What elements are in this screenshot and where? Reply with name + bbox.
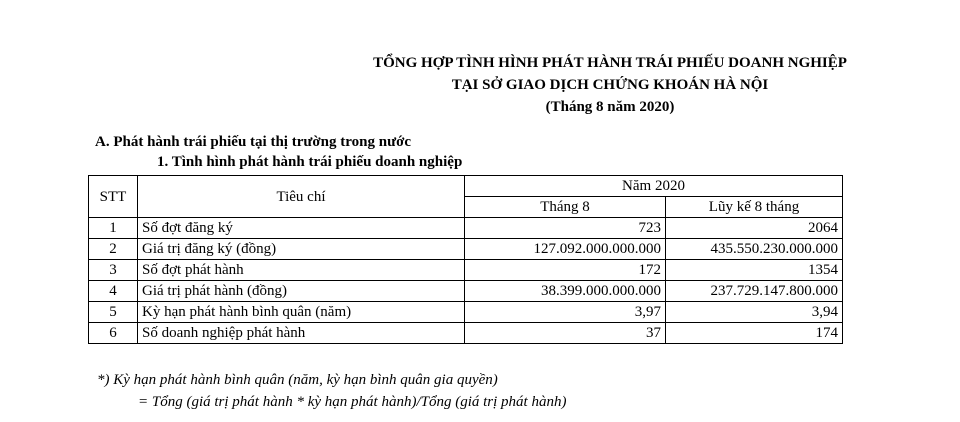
header-month: Tháng 8	[465, 197, 666, 218]
report-title-line2: TẠI SỞ GIAO DỊCH CHỨNG KHOÁN HÀ NỘI	[451, 77, 769, 93]
section-1-heading: 1. Tình hình phát hành trái phiếu doanh nghiệp	[157, 154, 463, 170]
section-a-heading: A. Phát hành trái phiếu tại thị trường trong nước	[95, 134, 412, 150]
cell-stt: 1	[89, 218, 138, 239]
cell-stt: 2	[89, 239, 138, 260]
header-cumulative: Lũy kế 8 tháng	[666, 197, 843, 218]
cell-criteria: Số doanh nghiệp phát hành	[138, 323, 465, 344]
cell-stt: 5	[89, 302, 138, 323]
header-year: Năm 2020	[465, 176, 843, 197]
cell-stt: 6	[89, 323, 138, 344]
cell-cumulative: 3,94	[666, 302, 843, 323]
table-row	[89, 302, 843, 323]
cell-criteria: Kỳ hạn phát hành bình quân (năm)	[138, 302, 465, 323]
cell-criteria: Số đợt phát hành	[138, 260, 465, 281]
cell-month: 38.399.000.000.000	[465, 281, 666, 302]
cell-month: 3,97	[465, 302, 666, 323]
cell-criteria: Giá trị đăng ký (đồng)	[138, 239, 465, 260]
table-row	[89, 239, 843, 260]
cell-stt: 4	[89, 281, 138, 302]
cell-month: 172	[465, 260, 666, 281]
cell-month: 37	[465, 323, 666, 344]
cell-month: 127.092.000.000.000	[465, 239, 666, 260]
cell-cumulative: 174	[666, 323, 843, 344]
table-row	[89, 323, 843, 344]
cell-cumulative: 237.729.147.800.000	[666, 281, 843, 302]
table-header-row	[89, 176, 843, 197]
cell-cumulative: 2064	[666, 218, 843, 239]
cell-cumulative: 435.550.230.000.000	[666, 239, 843, 260]
footnote-line1: *) Kỳ hạn phát hành bình quân (năm, kỳ hạn bình quân gia quyền)	[97, 372, 498, 388]
report-title-line1: TỔNG HỢP TÌNH HÌNH PHÁT HÀNH TRÁI PHIẾU DOANH NGHIỆP	[373, 55, 847, 71]
cell-criteria: Giá trị phát hành (đồng)	[138, 281, 465, 302]
table-row	[89, 281, 843, 302]
bond-issuance-table	[88, 175, 843, 344]
header-criteria: Tiêu chí	[138, 176, 465, 218]
table-row	[89, 260, 843, 281]
cell-stt: 3	[89, 260, 138, 281]
footnote-line2: = Tổng (giá trị phát hành * kỳ hạn phát hành)/Tổng (giá trị phát hành)	[138, 394, 567, 410]
cell-criteria: Số đợt đăng ký	[138, 218, 465, 239]
report-period: (Tháng 8 năm 2020)	[545, 99, 675, 115]
cell-month: 723	[465, 218, 666, 239]
table-row	[89, 218, 843, 239]
header-stt: STT	[89, 176, 138, 218]
cell-cumulative: 1354	[666, 260, 843, 281]
